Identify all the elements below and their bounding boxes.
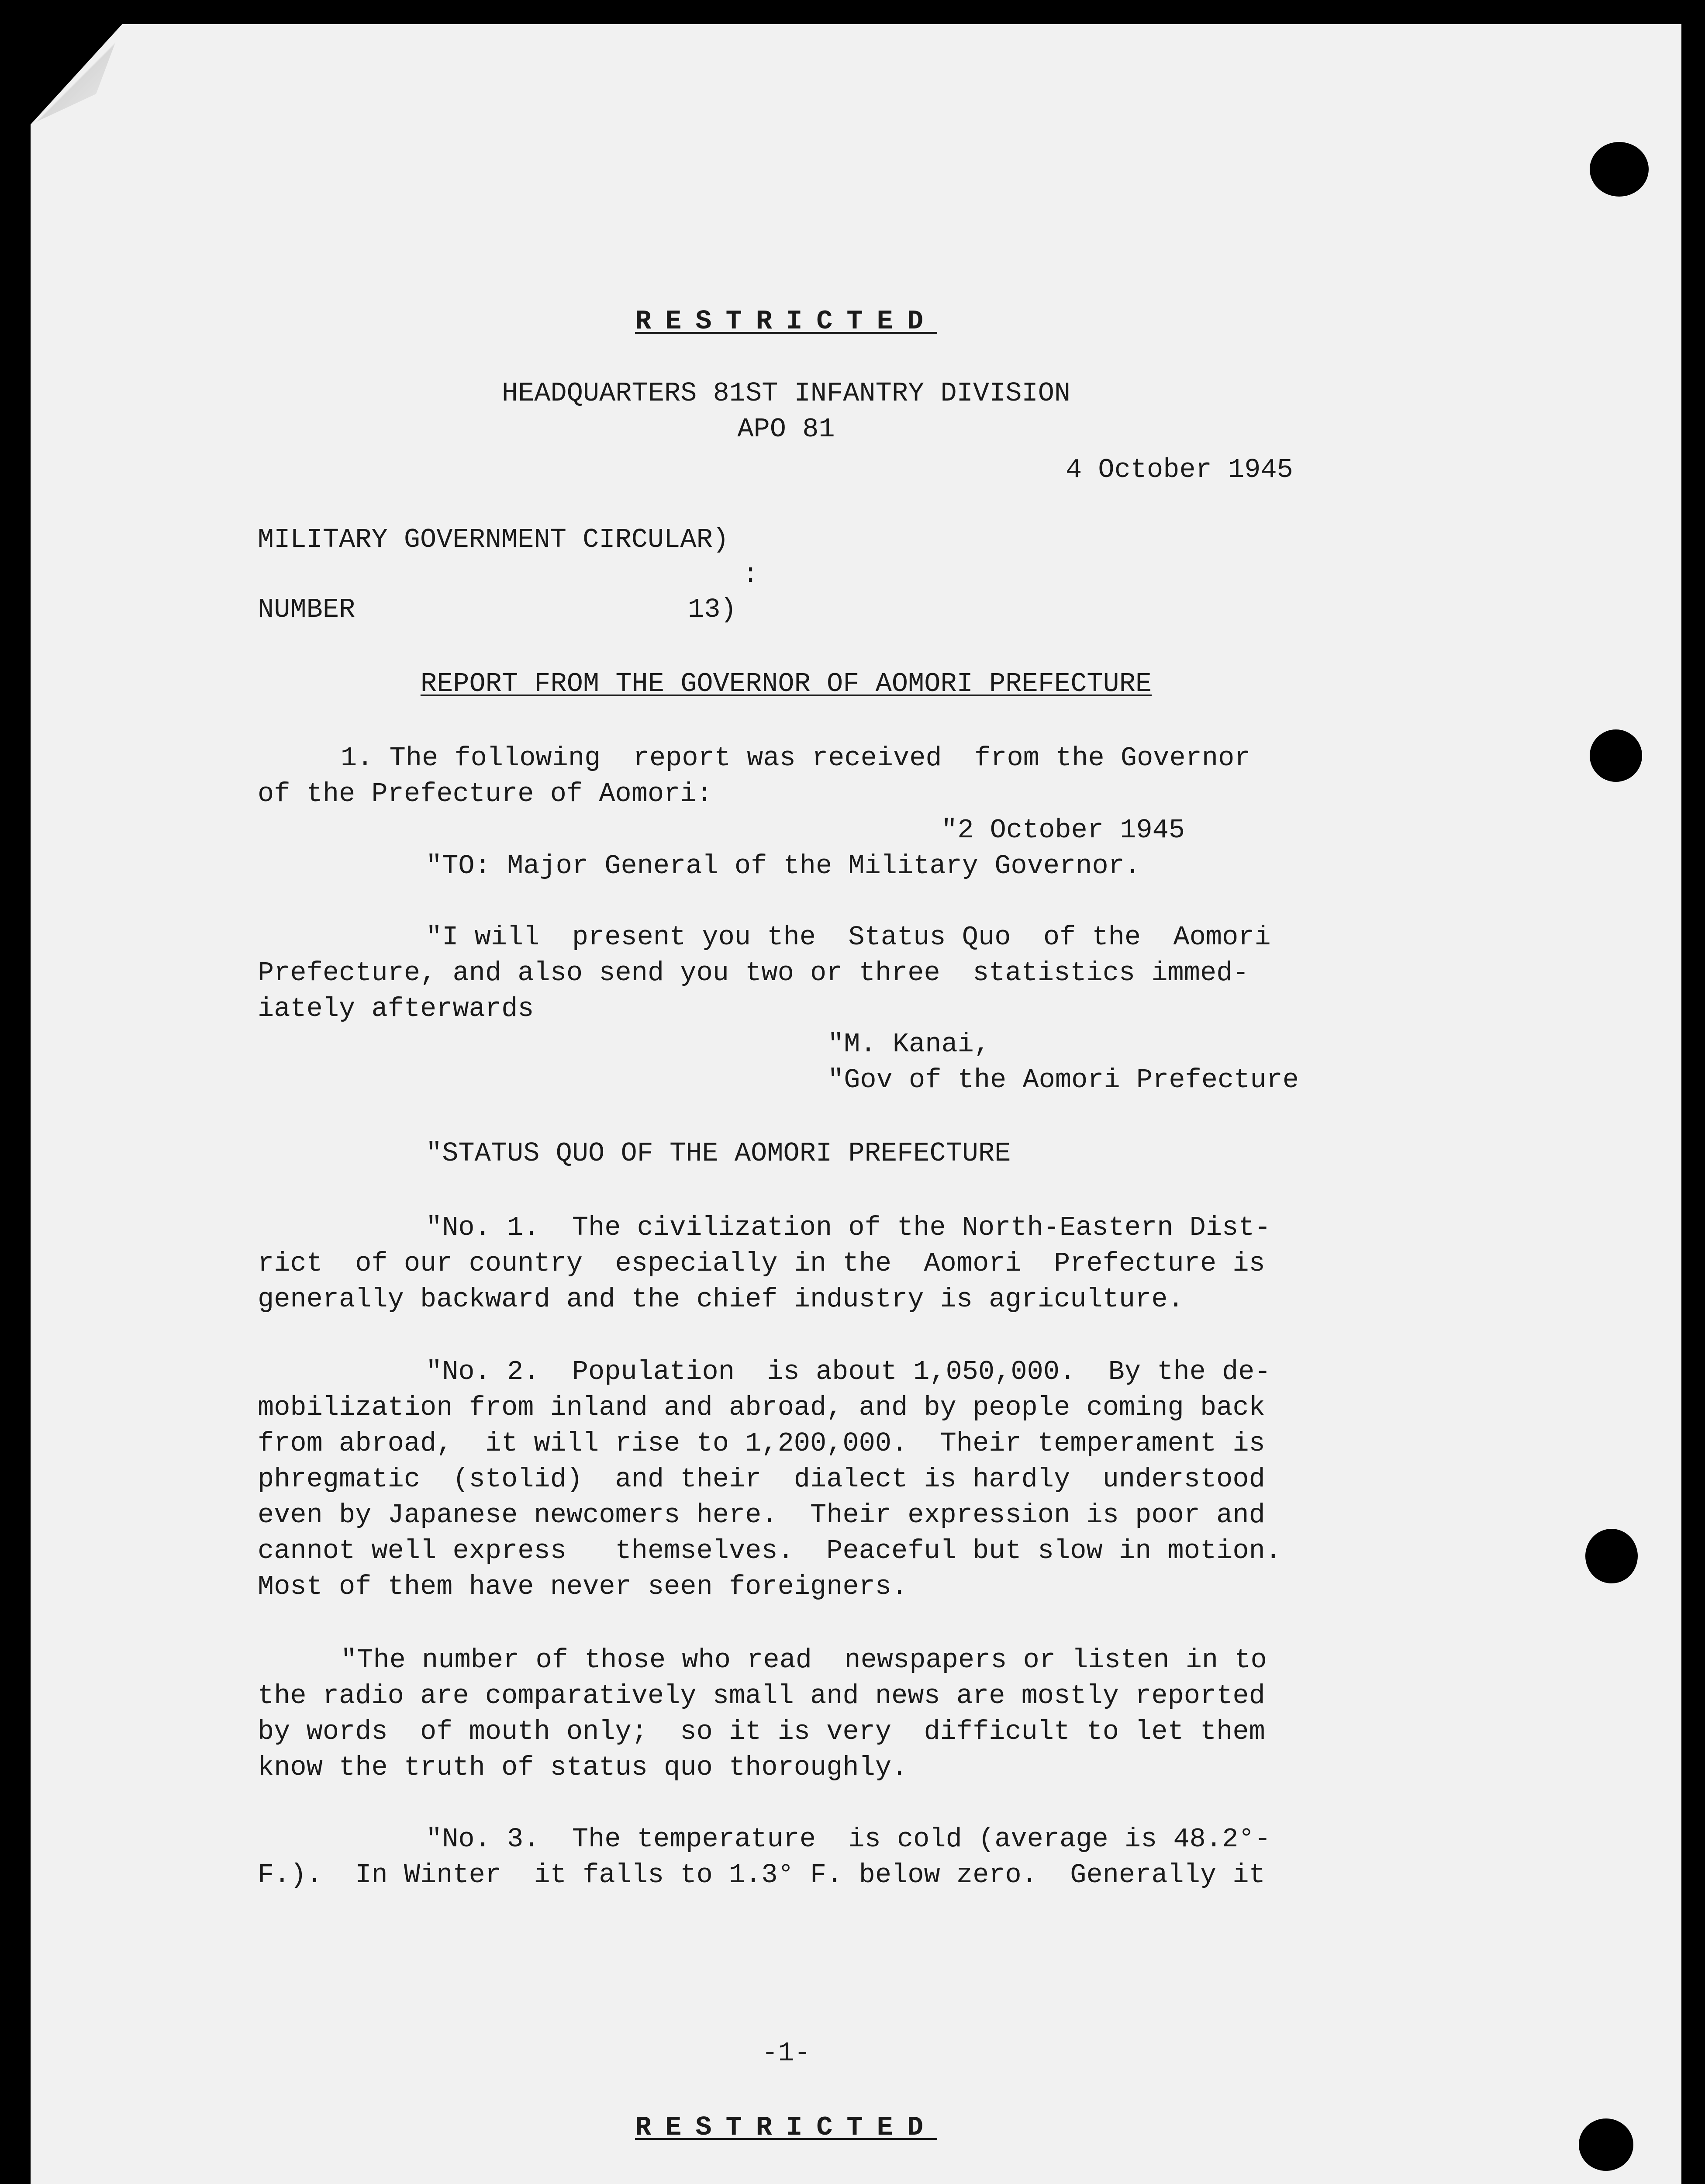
punch-hole-2 [1590, 729, 1642, 782]
no2-line-7: Most of them have never seen foreigners. [258, 1571, 908, 1602]
circular-number-label: NUMBER [258, 594, 355, 625]
punch-hole-3 [1585, 1529, 1638, 1583]
intro-line-2: of the Prefecture of Aomori: [258, 778, 713, 809]
no2-line-4: phregmatic (stolid) and their dialect is hardly understood [258, 1464, 1265, 1495]
circular-colon: : [742, 559, 759, 590]
unit-heading: HEADQUARTERS 81ST INFANTRY DIVISION [501, 378, 1071, 409]
news-line-3: by words of mouth only; so it is very difficult to let them [258, 1716, 1265, 1747]
news-line-1: "The number of those who read newspapers or listen in to [341, 1645, 1267, 1676]
intro-line-1: 1. The following report was received from the Governor [341, 743, 1251, 774]
no2-line-5: even by Japanese newcomers here. Their expression is poor and [258, 1500, 1265, 1531]
no2-line-6: cannot well express themselves. Peaceful but slow in motion. [258, 1535, 1281, 1566]
news-line-2: the radio are comparatively small and news are mostly reported [258, 1680, 1265, 1711]
signature-name: "M. Kanai, [828, 1029, 991, 1060]
news-line-4: know the truth of status quo thoroughly. [258, 1752, 908, 1783]
apo-line: APO 81 [737, 414, 835, 445]
document-date: 4 October 1945 [1066, 454, 1293, 485]
classification-bottom: RESTRICTED [635, 2112, 938, 2143]
status-quo-heading: "STATUS QUO OF THE AOMORI PREFECTURE [426, 1138, 1011, 1169]
letter-date: "2 October 1945 [941, 815, 1185, 846]
letter-para-line-1: "I will present you the Status Quo of the Aomori [426, 922, 1271, 953]
classification-top: RESTRICTED [635, 306, 938, 337]
circular-label: MILITARY GOVERNMENT CIRCULAR) [258, 524, 729, 555]
circular-number-value: 13) [688, 594, 737, 625]
punch-hole-1 [1590, 142, 1649, 197]
no3-line-1: "No. 3. The temperature is cold (average is 48.2°- [426, 1824, 1271, 1855]
letter-to-line: "TO: Major General of the Military Governor. [426, 850, 1141, 881]
letter-para-line-3: iately afterwards [258, 993, 534, 1024]
no1-line-3: generally backward and the chief industry is agriculture. [258, 1284, 1184, 1315]
no2-line-1: "No. 2. Population is about 1,050,000. By the de- [426, 1356, 1271, 1387]
no3-line-2: F.). In Winter it falls to 1.3° F. below zero. Generally it [258, 1859, 1265, 1890]
no2-line-2: mobilization from inland and abroad, and by people coming back [258, 1392, 1265, 1423]
no2-line-3: from abroad, it will rise to 1,200,000. Their temperament is [258, 1428, 1265, 1459]
signature-title: "Gov of the Aomori Prefecture [828, 1064, 1299, 1095]
page-number: -1- [762, 2038, 811, 2069]
punch-hole-4 [1579, 2118, 1633, 2171]
no1-line-2: rict of our country especially in the Aomori Prefecture is [258, 1248, 1265, 1279]
report-title: REPORT FROM THE GOVERNOR OF AOMORI PREFECTURE [420, 668, 1152, 699]
letter-para-line-2: Prefecture, and also send you two or three statistics immed- [258, 957, 1249, 988]
no1-line-1: "No. 1. The civilization of the North-Eastern Dist- [426, 1212, 1271, 1243]
